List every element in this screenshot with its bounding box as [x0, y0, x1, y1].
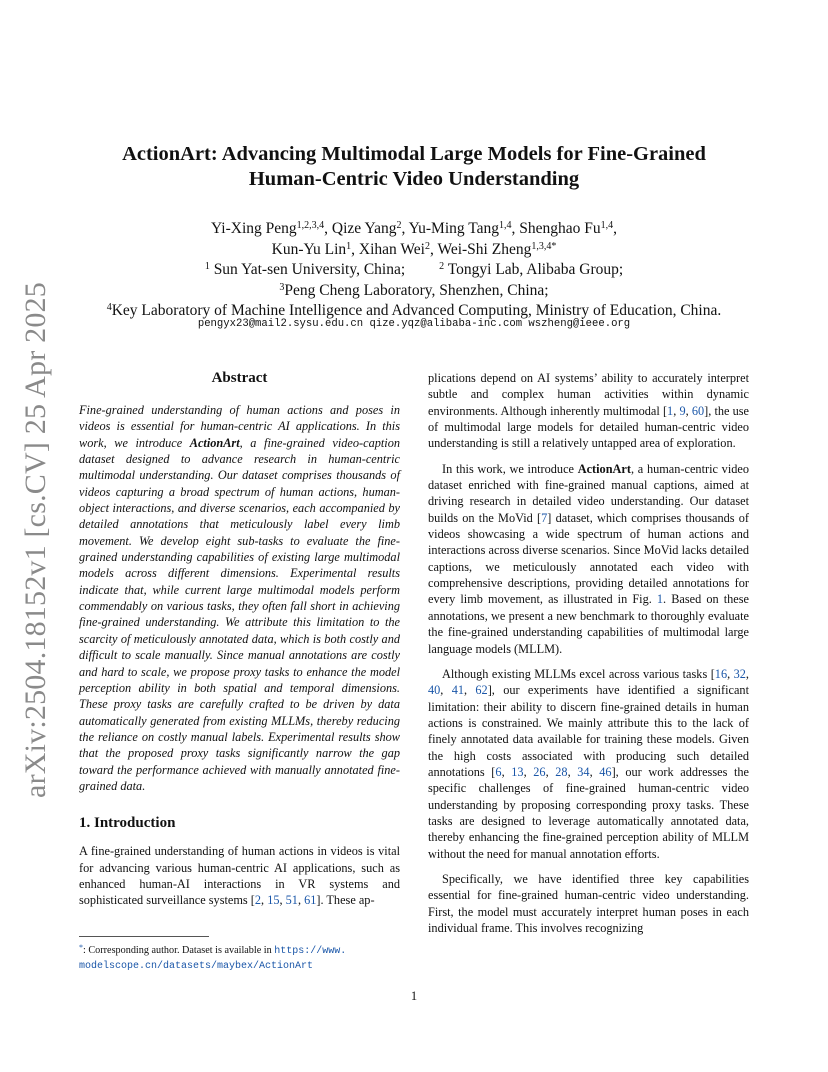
affiliation-mark: 3: [279, 281, 285, 293]
paragraph-text: Specifically, we have identified three key capabilities essential for fine-grained human-centric video understanding. First, the model must accurately interpret human poses in each individual frame. This involves recognizing: [428, 871, 749, 935]
citation-link[interactable]: 60: [691, 403, 705, 418]
citation-link[interactable]: 15: [267, 893, 280, 908]
intro-paragraph-2: [428, 461, 749, 657]
affiliation-mark: 4: [106, 302, 112, 313]
paragraph-text: ]. These ap-: [316, 893, 375, 908]
author-name: , Xihan Wei: [351, 240, 425, 258]
footnote-text: : Corresponding author. Dataset is available in: [83, 945, 275, 956]
abstract-text: [79, 402, 400, 794]
author-name: , Shenghao Fu: [511, 220, 601, 237]
citation-link[interactable]: 7: [541, 510, 548, 525]
citation-link[interactable]: 6: [495, 764, 502, 779]
citation-link[interactable]: 26: [533, 764, 546, 779]
citation-link[interactable]: 51: [285, 893, 298, 908]
citation-link[interactable]: 16: [714, 666, 728, 681]
citation-link[interactable]: 28: [555, 764, 568, 779]
intro-paragraph-1: A fine-grained understanding of human actions in videos is vital for advancing various human-centric AI applications, such as enhanced human-AI interactions in VR systems and sophisticated surveillance systems [2, 15, 51, 61]. These ap-: [79, 844, 400, 908]
paper-title: [100, 142, 728, 192]
author-affiliation-mark: 2: [424, 240, 430, 252]
paragraph-text: In this work, we introduce: [442, 461, 578, 476]
author-affiliation-mark: 1,4: [600, 220, 614, 231]
author-affiliation-mark: 1,2,3,4: [296, 220, 325, 231]
citation-link[interactable]: 32: [733, 666, 746, 681]
footnote: [79, 936, 400, 974]
paragraph-text: Although existing MLLMs excel across various tasks [: [442, 666, 715, 681]
citation-link[interactable]: 62: [475, 683, 488, 698]
author-affiliation-mark: 2: [396, 220, 402, 231]
citation-link[interactable]: 34: [577, 764, 590, 779]
affiliation-mark: 2: [439, 261, 445, 272]
affiliation-line-2: [80, 281, 748, 302]
title-line-2: Human-Centric Video Understanding: [248, 168, 580, 190]
paragraph-text: , a human-centric video dataset enriched with fine-grained manual captions, aimed at driving research in detailed video understanding. Our dataset builds on the MoVid [: [428, 461, 749, 525]
intro-paragraph-3: Although existing MLLMs excel across various tasks [16, 32, 40, 41, 62], our experiments have identified a significant limitation: their ability to discern fine-grained details in human actions is constrained. We mainly attribute this to the lack of finely annotated data available for training these models. Given the high costs associated with producing such detailed annotations [6, 13, 26, 28, 34, 46], our work addresses the specific challenges of fine-grained human-centric video understanding by proposing corresponding proxy tasks. These tasks are designed to leverage automatically annotated data, thereby enhancing the fine-grained perception ability of MLLM without the need for manual annotation efforts.: [428, 666, 750, 861]
abstract-text-part: , a fine-grained video-caption dataset designed to advance research in human-centric multimodal understanding. Our dataset comprises thousands of videos capturing a broad spectrum of human actions, human-object interactions, and diverse scenarios, each accompanied by detailed annotations that meticulously label every limb movement. We develop eight sub-tasks to evaluate the fine-grained understanding capabilities of existing large multimodal models across different dimensions. Experimental results indicate that, while current large multimodal models perform commendably on various tasks, they often fall short in achieving fine-grained understanding. We attribute this limitation to the scarcity of meticulously annotated data, which is both costly and difficult to scale manually. Since manual annotations are costly and hard to scale, we propose proxy tasks to enhance the model perception ability in both spatial and temporal dimensions. These proxy tasks are carefully crafted to be driven by data automatically generated from existing MLLMs, thereby reducing the reliance on costly manual labels. Experimental results show that the proposed proxy tasks significantly narrow the gap toward the performance achieved with manually annotated fine-grained data.: [79, 435, 400, 793]
arxiv-identifier-stamp: [14, 281, 58, 798]
dataset-name: ActionArt: [189, 435, 240, 450]
author-name: Yi-Xing Peng: [210, 220, 297, 237]
footnote-mark: *: [79, 943, 83, 952]
figure-link[interactable]: 1: [656, 592, 664, 607]
paragraph-text: A fine-grained understanding of human actions in videos is vital for advancing various human-centric AI applications, such as enhanced human-AI interactions in VR systems and sophisticated surveillance systems [: [79, 844, 400, 908]
affiliation-text: Peng Cheng Laboratory, Shenzhen, China;: [284, 281, 549, 299]
author-name: , Qize Yang: [324, 220, 397, 237]
author-name: Kun-Yu Lin: [271, 240, 347, 258]
footnote-divider: [79, 936, 209, 937]
dataset-name: ActionArt: [577, 461, 631, 476]
dataset-url-link[interactable]: modelscope.cn/datasets/maybex/ActionArt: [79, 961, 314, 972]
author-line-1: [80, 219, 748, 240]
page-number: 1: [410, 989, 418, 1003]
title-line-1: ActionArt: Advancing Multimodal Large Models for Fine-Grained: [122, 143, 706, 165]
dataset-url-link[interactable]: https://www.: [274, 946, 347, 957]
author-affiliation-mark: 1: [346, 240, 352, 252]
right-column: [428, 370, 749, 945]
abstract-heading: Abstract: [211, 370, 268, 386]
paragraph-text: . Based on these annotations, we present a new benchmark to thoroughly evaluate the fine-grained understanding capabilities of multimodal large language models (MLLM).: [428, 592, 749, 656]
abstract-text-part: Fine-grained understanding of human actions and poses in videos is essential for human-centric AI applications. In this work, we introduce: [79, 403, 400, 450]
citation-link[interactable]: 46: [599, 764, 612, 779]
paragraph-text: ], our work addresses the specific challenges of fine-grained human-centric video understanding by proposing corresponding proxy tasks. These tasks are designed to leverage automatically annotated data, thereby enhancing the fine-grained perception ability of MLLM without the need for manual annotation efforts.: [428, 764, 750, 861]
affiliation-text: Sun Yat-sen University, China;: [209, 261, 406, 278]
paragraph-text: ], our experiments have identified a significant limitation: their ability to discern fine-grained details in human actions is constrained. We mainly attribute this to the lack of finely annotated data available for training these models. Given the high costs associated with producing such detailed annotations [: [428, 683, 749, 779]
left-column: [79, 370, 400, 918]
intro-paragraph-1-continued: plications depend on AI systems’ ability to accurately interpret subtle and complex human activities within dynamic environments. Although inherently multimodal [1, 9, 60], the use of multimodal large models for detailed human-centric video understanding is still a relatively untapped area of exploration.: [428, 371, 750, 451]
citation-link[interactable]: 40: [428, 683, 441, 698]
intro-paragraph-4: [428, 871, 749, 936]
citation-link[interactable]: 9: [679, 403, 686, 418]
paragraph-text: ] dataset, which comprises thousands of videos showcasing a wide spectrum of human actions and interactions across diverse scenarios. Since MoVid lacks detailed captions, we meticulously annotated each video with comprehensive descriptions, providing detailed annotations for every limb movement, as illustrated in Fig.: [428, 510, 749, 607]
paragraph-text: plications depend on AI systems’ ability to accurately interpret subtle and complex human activities within dynamic environments. Although inherently multimodal [: [428, 371, 749, 418]
author-name: , Yu-Ming Tang: [401, 220, 500, 237]
citation-link[interactable]: 41: [451, 683, 464, 698]
author-affiliation-mark: 1,4: [499, 220, 512, 231]
citation-link[interactable]: 1: [667, 403, 674, 418]
citation-link[interactable]: 61: [304, 893, 317, 908]
author-emails: pengyx23@mail2.sysu.edu.cn qize.yqz@alibaba-inc.com wszheng@ieee.org: [197, 318, 631, 330]
arxiv-stamp-text: arXiv:2504.18152v1 [cs.CV] 25 Apr 2025: [19, 281, 53, 798]
affiliation-mark: 1: [204, 261, 210, 272]
author-line-2: [80, 240, 748, 261]
author-affiliation-mark: 1,3,4*: [531, 240, 557, 252]
citation-link[interactable]: 2: [254, 893, 262, 908]
author-name: , Wei-Shi Zheng: [429, 240, 532, 258]
affiliation-text: Key Laboratory of Machine Intelligence and Advanced Computing, Ministry of Education, China.: [111, 302, 722, 319]
paragraph-text: ], the use of multimodal large models for detailed human-centric video understanding is still a relatively untapped area of exploration.: [428, 403, 750, 451]
affiliation-text: Tongyi Lab, Alibaba Group;: [444, 261, 624, 278]
section-heading-introduction: 1. Introduction: [79, 815, 176, 832]
author-separator: ,: [613, 220, 618, 237]
author-block: [80, 219, 748, 322]
citation-link[interactable]: 13: [511, 764, 524, 779]
affiliation-line-1: [80, 260, 748, 281]
